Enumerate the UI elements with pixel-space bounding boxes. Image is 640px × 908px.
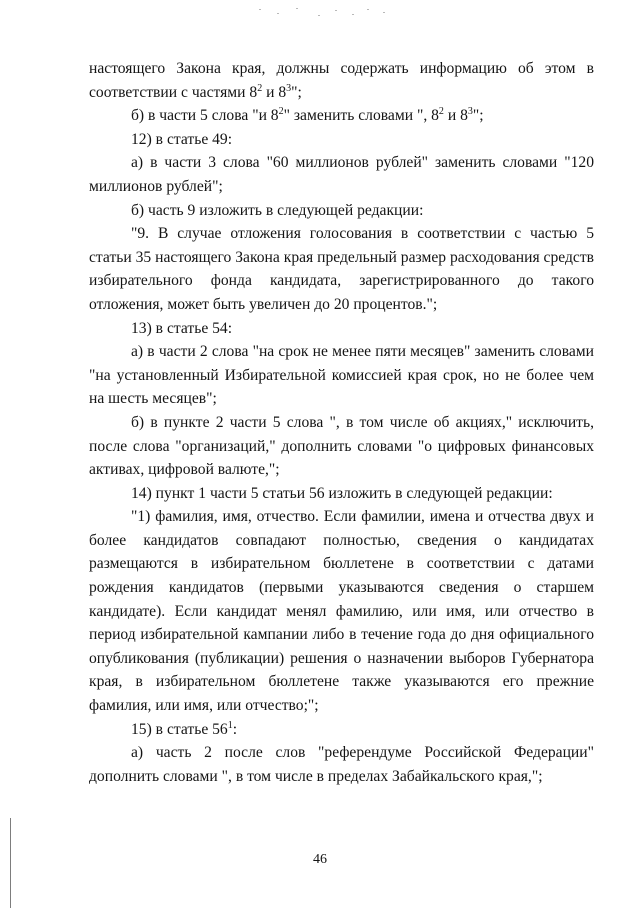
text-run: а) в части 3 слова "60 миллионов рублей" заменить словами "120 миллионов рублей"; [89, 154, 594, 195]
superscript: 2 [257, 82, 263, 94]
paragraph [89, 741, 594, 788]
superscript: 3 [286, 82, 292, 94]
text-run: 13) в статье 54: [131, 319, 233, 337]
text-run: б) в части 5 слова "и 8 [131, 107, 279, 125]
paragraph [89, 222, 594, 316]
paragraph [89, 411, 594, 482]
text-run: "9. В случае отложения голосования в соответствии с частью 5 статьи 35 настоящего Закона края предельный размер расходования средств избирательного фонда кандидата, зарегистрированного до такого отложения, может быть увеличен до 20 процентов."; [89, 225, 594, 313]
paragraph [89, 104, 594, 128]
text-run: а) в части 2 слова "на срок не менее пяти месяцев" заменить словами "на установленный Избирательной комиссией края срок, но не более чем на шесть месяцев"; [89, 343, 594, 408]
document-body [89, 57, 594, 788]
text-run: б) в пункте 2 части 5 слова ", в том числе об акциях," исключить, после слова "организаций," дополнить словами "о цифровых финансовых активах, цифровой валюте,"; [89, 413, 594, 479]
text-run: а) часть 2 после слов "референдуме Российской Федерации" дополнить словами ", в том числе в пределах Забайкальского края,"; [89, 744, 594, 785]
superscript: 2 [438, 106, 444, 118]
text-run: "; [472, 107, 484, 125]
paragraph [89, 505, 594, 717]
superscript: 1 [227, 719, 233, 731]
text-run: и 8 [443, 107, 468, 125]
text-run: "1) фамилия, имя, отчество. Если фамилии, имена и отчества двух и более кандидатов совпадают полностью, сведения о кандидатах размещаются в избирательном бюллетене в соответствии с датами рождения кандидатов (первыми указываются сведения о старшем кандидате). Если кандидат менял фамилию, или имя, или отчество в период избирательной кампании либо в течение года до дня официального опубликования (публикации) решения о назначении выборов Губернатора края, в избирательном бюллетене также указываются его прежние фамилия, или имя, или отчество;"; [89, 508, 594, 715]
text-run: 15) в статье 56 [131, 720, 228, 738]
paragraph [89, 340, 594, 411]
text-run: и 8 [262, 83, 287, 101]
scan-noise [255, 6, 395, 20]
page-number: 46 [313, 852, 327, 867]
superscript: 3 [467, 106, 473, 118]
paragraph [89, 128, 594, 152]
text-run: " заменить словами ", 8 [283, 107, 439, 125]
paragraph [89, 151, 594, 198]
text-run: : [232, 720, 238, 738]
text-run: 14) пункт 1 части 5 статьи 56 изложить в следующей редакции: [131, 484, 553, 502]
paragraph [89, 718, 594, 742]
paragraph [89, 199, 594, 223]
text-run: "; [291, 83, 302, 101]
text-run: 12) в статье 49: [131, 130, 233, 148]
text-run: б) часть 9 изложить в следующей редакции: [131, 201, 424, 219]
text-run: настоящего Закона края, должны содержать информацию об этом в соответствии с частями 8 [89, 60, 594, 101]
paragraph [89, 57, 594, 104]
superscript: 2 [278, 106, 284, 118]
paragraph [89, 482, 594, 506]
paragraph [89, 317, 594, 341]
